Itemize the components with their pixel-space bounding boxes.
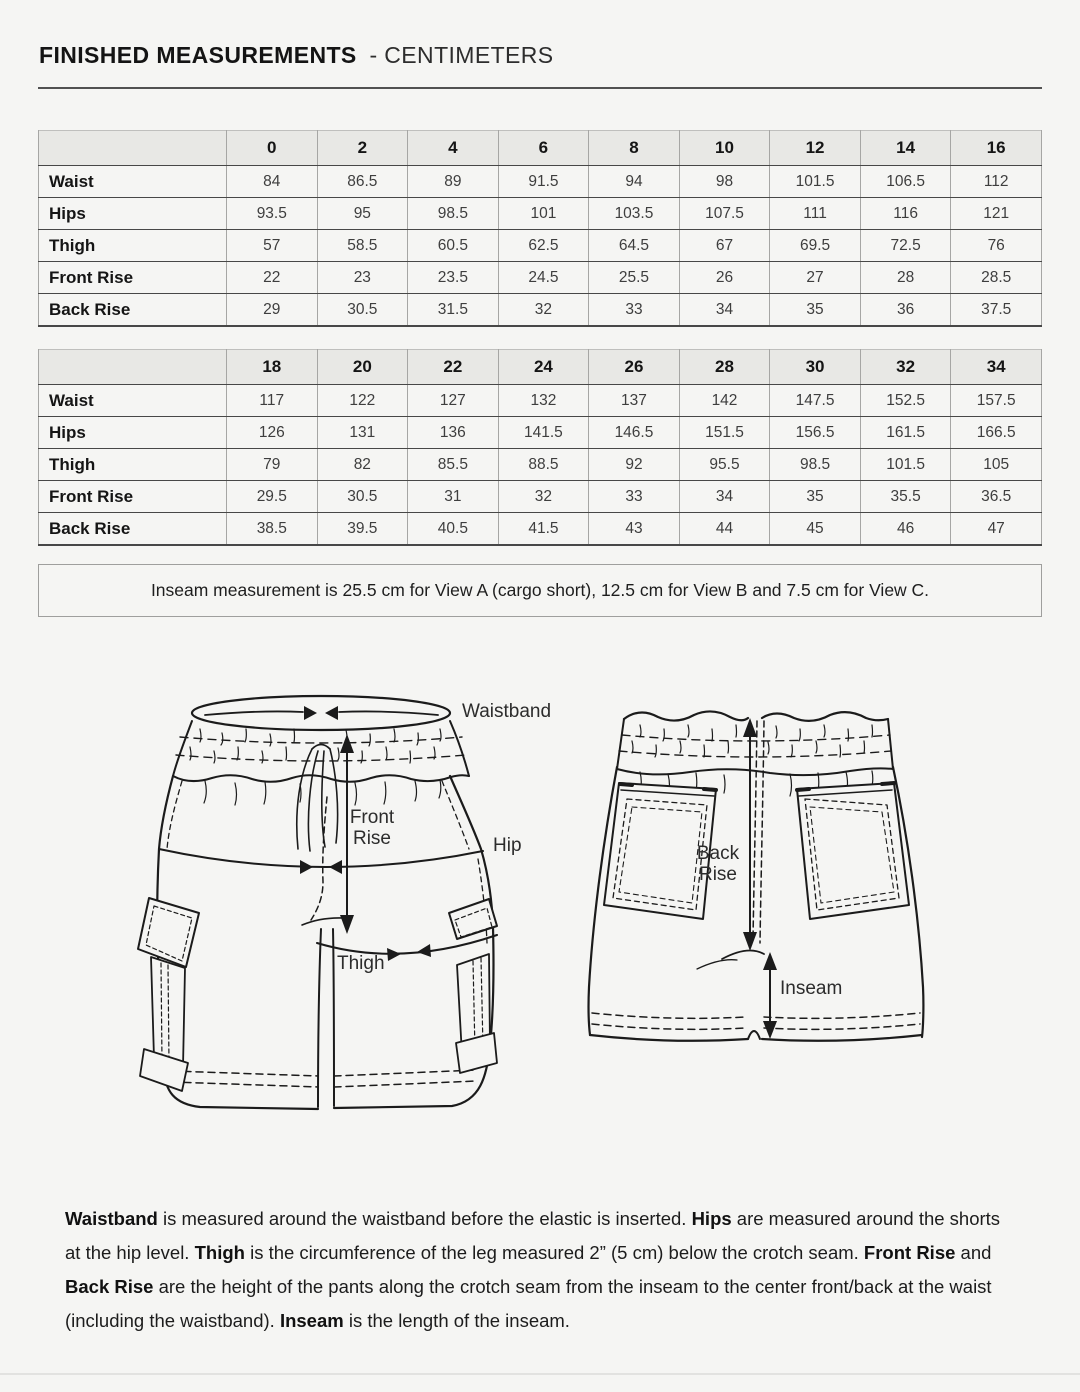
measurement-value-cell: 36.5 — [951, 481, 1042, 513]
measurement-value-cell: 98.5 — [408, 198, 499, 230]
measurement-value-cell: 46 — [860, 513, 951, 546]
measurement-value-cell: 31.5 — [408, 294, 499, 327]
measurement-value-cell: 91.5 — [498, 166, 589, 198]
measurement-row — [39, 262, 1042, 294]
measurement-row — [39, 230, 1042, 262]
measurement-value-cell: 136 — [408, 417, 499, 449]
size-table-18-34 — [38, 349, 1042, 546]
measurement-value-cell: 30.5 — [317, 481, 408, 513]
measurement-value-cell: 111 — [770, 198, 861, 230]
back-rise-label: Back Rise — [696, 843, 740, 885]
measurement-value-cell: 82 — [317, 449, 408, 481]
size-header-cell: 24 — [498, 350, 589, 385]
measurement-value-cell: 57 — [227, 230, 318, 262]
measurement-value-cell: 157.5 — [951, 385, 1042, 417]
measurement-value-cell: 23 — [317, 262, 408, 294]
measurement-label-cell: Hips — [39, 417, 227, 449]
measurement-value-cell: 121 — [951, 198, 1042, 230]
measurement-row — [39, 513, 1042, 546]
measurement-value-cell: 32 — [498, 481, 589, 513]
size-header-cell: 22 — [408, 350, 499, 385]
measurement-value-cell: 64.5 — [589, 230, 680, 262]
description-term: Inseam — [279, 1310, 344, 1331]
measurement-value-cell: 33 — [589, 294, 680, 327]
measurement-label-cell: Front Rise — [39, 481, 227, 513]
measurement-row — [39, 481, 1042, 513]
measurement-value-cell: 122 — [317, 385, 408, 417]
measurement-value-cell: 25.5 — [589, 262, 680, 294]
measurement-value-cell: 137 — [589, 385, 680, 417]
measurement-value-cell: 43 — [589, 513, 680, 546]
measurement-label-cell: Waist — [39, 166, 227, 198]
size-header-cell: 26 — [589, 350, 680, 385]
size-header-cell: 6 — [498, 131, 589, 166]
measurement-value-cell: 88.5 — [498, 449, 589, 481]
measurement-value-cell: 98 — [679, 166, 770, 198]
size-header-cell: 4 — [408, 131, 499, 166]
measurement-value-cell: 151.5 — [679, 417, 770, 449]
size-header-cell: 2 — [317, 131, 408, 166]
size-header-cell: 30 — [770, 350, 861, 385]
corner-cell — [39, 131, 227, 166]
measurement-value-cell: 126 — [227, 417, 318, 449]
measurement-value-cell: 29 — [227, 294, 318, 327]
measurement-value-cell: 24.5 — [498, 262, 589, 294]
measurement-value-cell: 127 — [408, 385, 499, 417]
measurement-value-cell: 107.5 — [679, 198, 770, 230]
measurement-value-cell: 156.5 — [770, 417, 861, 449]
size-header-cell: 32 — [860, 350, 951, 385]
measurement-value-cell: 101 — [498, 198, 589, 230]
measurement-value-cell: 132 — [498, 385, 589, 417]
page-title — [39, 42, 1042, 69]
measurement-value-cell: 152.5 — [860, 385, 951, 417]
size-header-cell: 16 — [951, 131, 1042, 166]
description-term: Hips — [691, 1208, 732, 1229]
measurement-value-cell: 85.5 — [408, 449, 499, 481]
description-text: are measured around the shorts at the hip level. — [65, 1208, 1001, 1263]
size-header-cell: 18 — [227, 350, 318, 385]
description-term: Waistband — [65, 1208, 158, 1229]
measurement-description — [65, 1202, 1017, 1338]
front-view-drawing — [138, 696, 497, 1109]
measurement-value-cell: 35 — [770, 294, 861, 327]
front-rise-label: Front Rise — [349, 807, 395, 849]
measurement-value-cell: 79 — [227, 449, 318, 481]
measurement-value-cell: 40.5 — [408, 513, 499, 546]
measurement-value-cell: 147.5 — [770, 385, 861, 417]
measurement-value-cell: 72.5 — [860, 230, 951, 262]
measurement-value-cell: 166.5 — [951, 417, 1042, 449]
measurement-row — [39, 449, 1042, 481]
measurement-value-cell: 37.5 — [951, 294, 1042, 327]
measurement-value-cell: 142 — [679, 385, 770, 417]
measurement-value-cell: 93.5 — [227, 198, 318, 230]
measurement-value-cell: 106.5 — [860, 166, 951, 198]
measurement-value-cell: 161.5 — [860, 417, 951, 449]
measurement-value-cell: 39.5 — [317, 513, 408, 546]
measurement-label-cell: Back Rise — [39, 513, 227, 546]
measurement-value-cell: 141.5 — [498, 417, 589, 449]
description-text: is the length of the inseam. — [343, 1310, 570, 1331]
measurement-value-cell: 31 — [408, 481, 499, 513]
measurement-value-cell: 105 — [951, 449, 1042, 481]
description-term: Front Rise — [863, 1242, 956, 1263]
hip-label: Hip — [493, 835, 522, 856]
measurement-value-cell: 62.5 — [498, 230, 589, 262]
size-header-row — [39, 350, 1042, 385]
measurement-value-cell: 86.5 — [317, 166, 408, 198]
measurement-value-cell: 84 — [227, 166, 318, 198]
measurement-value-cell: 44 — [679, 513, 770, 546]
measurement-value-cell: 28.5 — [951, 262, 1042, 294]
measurement-value-cell: 58.5 — [317, 230, 408, 262]
measurement-value-cell: 29.5 — [227, 481, 318, 513]
measurement-value-cell: 94 — [589, 166, 680, 198]
measurement-value-cell: 30.5 — [317, 294, 408, 327]
measurement-value-cell: 23.5 — [408, 262, 499, 294]
measurement-value-cell: 38.5 — [227, 513, 318, 546]
measurement-value-cell: 32 — [498, 294, 589, 327]
size-header-cell: 8 — [589, 131, 680, 166]
size-header-cell: 28 — [679, 350, 770, 385]
size-header-cell: 12 — [770, 131, 861, 166]
measurement-value-cell: 67 — [679, 230, 770, 262]
measurement-value-cell: 95 — [317, 198, 408, 230]
description-term: Thigh — [194, 1242, 245, 1263]
measurement-value-cell: 27 — [770, 262, 861, 294]
measurement-value-cell: 41.5 — [498, 513, 589, 546]
measurement-value-cell: 101.5 — [770, 166, 861, 198]
shorts-line-art — [0, 677, 1080, 1147]
measurement-value-cell: 131 — [317, 417, 408, 449]
measurement-row — [39, 294, 1042, 327]
size-header-cell: 34 — [951, 350, 1042, 385]
measurement-row — [39, 417, 1042, 449]
measurement-label-cell: Thigh — [39, 449, 227, 481]
measurement-value-cell: 112 — [951, 166, 1042, 198]
measurement-value-cell: 36 — [860, 294, 951, 327]
measurement-value-cell: 116 — [860, 198, 951, 230]
thigh-label: Thigh — [337, 953, 385, 974]
measurement-value-cell: 22 — [227, 262, 318, 294]
measurement-value-cell: 98.5 — [770, 449, 861, 481]
measurement-value-cell: 26 — [679, 262, 770, 294]
measurement-row — [39, 385, 1042, 417]
page — [0, 42, 1080, 1338]
waistband-label: Waistband — [462, 701, 552, 722]
measurement-value-cell: 35.5 — [860, 481, 951, 513]
measurement-value-cell: 101.5 — [860, 449, 951, 481]
size-header-cell: 0 — [227, 131, 318, 166]
measurement-value-cell: 34 — [679, 481, 770, 513]
size-header-row — [39, 131, 1042, 166]
measurement-value-cell: 34 — [679, 294, 770, 327]
measurement-row — [39, 198, 1042, 230]
measurement-label-cell: Thigh — [39, 230, 227, 262]
measurement-value-cell: 146.5 — [589, 417, 680, 449]
size-header-cell: 14 — [860, 131, 951, 166]
measurement-label-cell: Back Rise — [39, 294, 227, 327]
description-text: and — [955, 1242, 992, 1263]
measurement-value-cell: 33 — [589, 481, 680, 513]
measurement-value-cell: 95.5 — [679, 449, 770, 481]
measurement-value-cell: 76 — [951, 230, 1042, 262]
measurement-value-cell: 45 — [770, 513, 861, 546]
page-title-main: FINISHED MEASUREMENTS — [39, 42, 357, 68]
measurement-label-cell: Hips — [39, 198, 227, 230]
back-view-drawing — [589, 711, 924, 1040]
measurement-label-cell: Waist — [39, 385, 227, 417]
page-title-unit: - CENTIMETERS — [369, 42, 554, 68]
inseam-label: Inseam — [780, 978, 843, 999]
measurement-row — [39, 166, 1042, 198]
size-header-cell: 20 — [317, 350, 408, 385]
measurement-value-cell: 92 — [589, 449, 680, 481]
description-text: is the circumference of the leg measured 2” (5 cm) below the crotch seam. — [244, 1242, 864, 1263]
measurement-label-cell: Front Rise — [39, 262, 227, 294]
inseam-note — [38, 564, 1042, 617]
corner-cell — [39, 350, 227, 385]
bottom-divider — [0, 1373, 1080, 1375]
measurement-value-cell: 117 — [227, 385, 318, 417]
measurement-value-cell: 69.5 — [770, 230, 861, 262]
measurement-value-cell: 35 — [770, 481, 861, 513]
measurement-value-cell: 89 — [408, 166, 499, 198]
shorts-measurement-diagram — [38, 677, 1042, 1147]
size-header-cell: 10 — [679, 131, 770, 166]
measurement-value-cell: 60.5 — [408, 230, 499, 262]
inseam-note-text: Inseam measurement is 25.5 cm for View A (cargo short), 12.5 cm for View B and 7.5 cm for View C. — [150, 580, 930, 600]
description-term: Back Rise — [65, 1276, 154, 1297]
description-text: is measured around the waistband before the elastic is inserted. — [157, 1208, 692, 1229]
title-divider — [38, 87, 1042, 89]
size-table-0-16 — [38, 130, 1042, 327]
measurement-value-cell: 103.5 — [589, 198, 680, 230]
description-text: are the height of the pants along the crotch seam from the inseam to the center front/back at the waist (including the waistband). — [65, 1276, 992, 1331]
measurement-value-cell: 47 — [951, 513, 1042, 546]
measurement-value-cell: 28 — [860, 262, 951, 294]
